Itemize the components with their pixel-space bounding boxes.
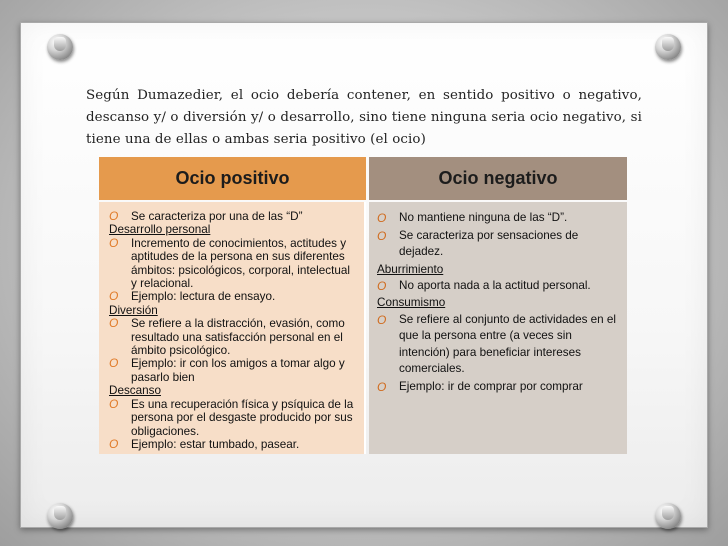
bullet-icon: O: [377, 379, 387, 394]
bullet-icon: O: [109, 436, 119, 451]
header-ocio-positivo: Ocio positivo: [99, 157, 366, 200]
list-item: [109, 317, 354, 357]
list-item: [377, 210, 619, 227]
section-title-descanso: Descanso: [109, 384, 161, 398]
list-item: [109, 398, 354, 438]
bullet-icon: O: [109, 209, 119, 223]
section-title-consumismo: Consumismo: [377, 296, 446, 310]
bullet-icon: O: [109, 356, 119, 371]
bullet-icon: O: [109, 316, 119, 331]
list-item: [109, 237, 354, 291]
item-text: Ejemplo: ir de comprar por comprar: [399, 379, 583, 393]
bullet-icon: O: [377, 278, 387, 293]
item-text: Ejemplo: estar tumbado, pasear.: [131, 437, 300, 451]
bullet-icon: O: [377, 211, 387, 225]
list-item: [109, 438, 354, 451]
bullet-icon: O: [377, 228, 387, 243]
pushpin-icon: [655, 503, 681, 529]
bullet-icon: O: [109, 289, 119, 304]
list-item: [109, 210, 354, 223]
item-text: Es una recuperación física y psíquica de la persona por el desgaste producido por sus obligaciones.: [131, 397, 354, 438]
item-text: Se caracteriza por sensaciones de dejadez.: [399, 228, 579, 258]
positive-column: [99, 202, 366, 454]
list-item: [377, 278, 619, 295]
section-title-diversion: Diversión: [109, 303, 158, 317]
list-item: [377, 228, 619, 261]
pushpin-icon: [655, 34, 681, 60]
list-item: [377, 379, 619, 396]
item-text: Se refiere al conjunto de actividades en el que la persona entre (a veces sin intención) para beneficiar intereses comerciales.: [399, 312, 617, 376]
pushpin-icon: [47, 503, 73, 529]
item-text: No aporta nada a la actitud personal.: [399, 278, 591, 292]
item-text: No mantiene ninguna de las “D”.: [399, 211, 568, 224]
item-text: Ejemplo: lectura de ensayo.: [131, 290, 276, 304]
item-text: Se refiere a la distracción, evasión, como resultado una satisfacción personal en el ámbito psicológico.: [131, 317, 345, 358]
bullet-icon: O: [109, 396, 119, 411]
item-text: Incremento de conocimientos, actitudes y aptitudes de la persona en sus diferentes ámbitos: psicológicos, corporal, intelectual y relacional.: [131, 236, 350, 291]
bullet-icon: O: [109, 235, 119, 250]
section-title-desarrollo: Desarrollo personal: [109, 223, 211, 237]
list-item: [109, 357, 354, 384]
negative-column: [369, 202, 627, 454]
pushpin-icon: [47, 34, 73, 60]
intro-paragraph: Según Dumazedier, el ocio debería contener, en sentido positivo o negativo, descanso y/ o diversión y/ o desarrollo, sino tiene ninguna seria ocio negativo, si tiene una de ellas o ambas seria positivo (el ocio): [86, 88, 642, 147]
item-text: Se caracteriza por una de las “D”: [131, 210, 303, 223]
header-ocio-negativo: Ocio negativo: [369, 157, 627, 200]
item-text: Ejemplo: ir con los amigos a tomar algo y pasarlo bien: [131, 357, 345, 384]
list-item: [109, 290, 354, 303]
list-item: [377, 312, 619, 378]
bullet-icon: O: [377, 312, 387, 327]
section-title-aburrimiento: Aburrimiento: [377, 262, 444, 276]
